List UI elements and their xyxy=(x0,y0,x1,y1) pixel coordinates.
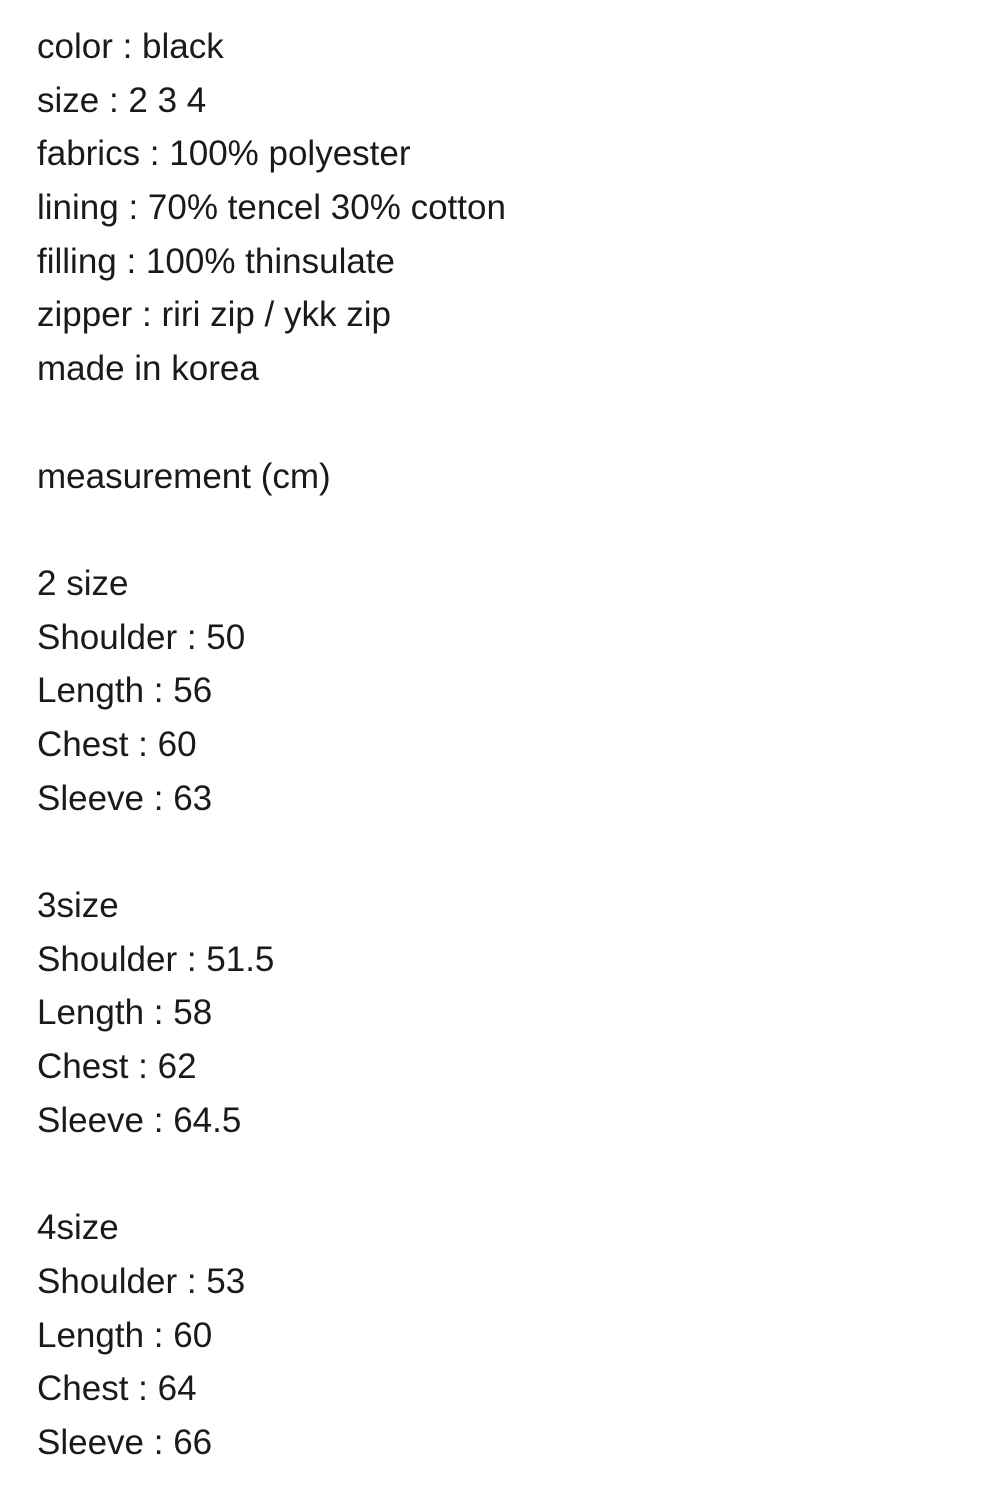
sleeve-measurement: Sleeve : 66 xyxy=(37,1422,213,1462)
size-block-3 xyxy=(37,879,977,1147)
measurement-heading: measurement (cm) xyxy=(37,456,331,496)
spec-size: size : 2 3 4 xyxy=(37,80,207,120)
size-block-4 xyxy=(37,1201,977,1469)
spec-origin: made in korea xyxy=(37,349,259,389)
spacer xyxy=(37,396,977,450)
size-title: 2 size xyxy=(37,563,129,603)
spec-fabrics: fabrics : 100% polyester xyxy=(37,134,411,174)
shoulder-measurement: Shoulder : 50 xyxy=(37,617,246,657)
chest-measurement: Chest : 62 xyxy=(37,1047,197,1087)
spacer xyxy=(37,825,977,879)
size-block-2 xyxy=(37,557,977,825)
shoulder-measurement: Shoulder : 53 xyxy=(37,1261,246,1301)
product-spec-document xyxy=(37,20,977,1470)
spec-lining: lining : 70% tencel 30% cotton xyxy=(37,188,506,228)
sleeve-measurement: Sleeve : 64.5 xyxy=(37,1100,242,1140)
length-measurement: Length : 60 xyxy=(37,1315,213,1355)
length-measurement: Length : 58 xyxy=(37,993,213,1033)
length-measurement: Length : 56 xyxy=(37,671,213,711)
sleeve-measurement: Sleeve : 63 xyxy=(37,778,213,818)
chest-measurement: Chest : 60 xyxy=(37,724,197,764)
spec-filling: filling : 100% thinsulate xyxy=(37,241,395,281)
spec-zipper: zipper : riri zip / ykk zip xyxy=(37,295,391,335)
shoulder-measurement: Shoulder : 51.5 xyxy=(37,939,275,979)
spacer xyxy=(37,503,977,557)
size-title: 4size xyxy=(37,1208,119,1248)
spacer xyxy=(37,1147,977,1201)
spec-color: color : black xyxy=(37,27,224,66)
chest-measurement: Chest : 64 xyxy=(37,1369,197,1409)
size-title: 3size xyxy=(37,886,119,925)
